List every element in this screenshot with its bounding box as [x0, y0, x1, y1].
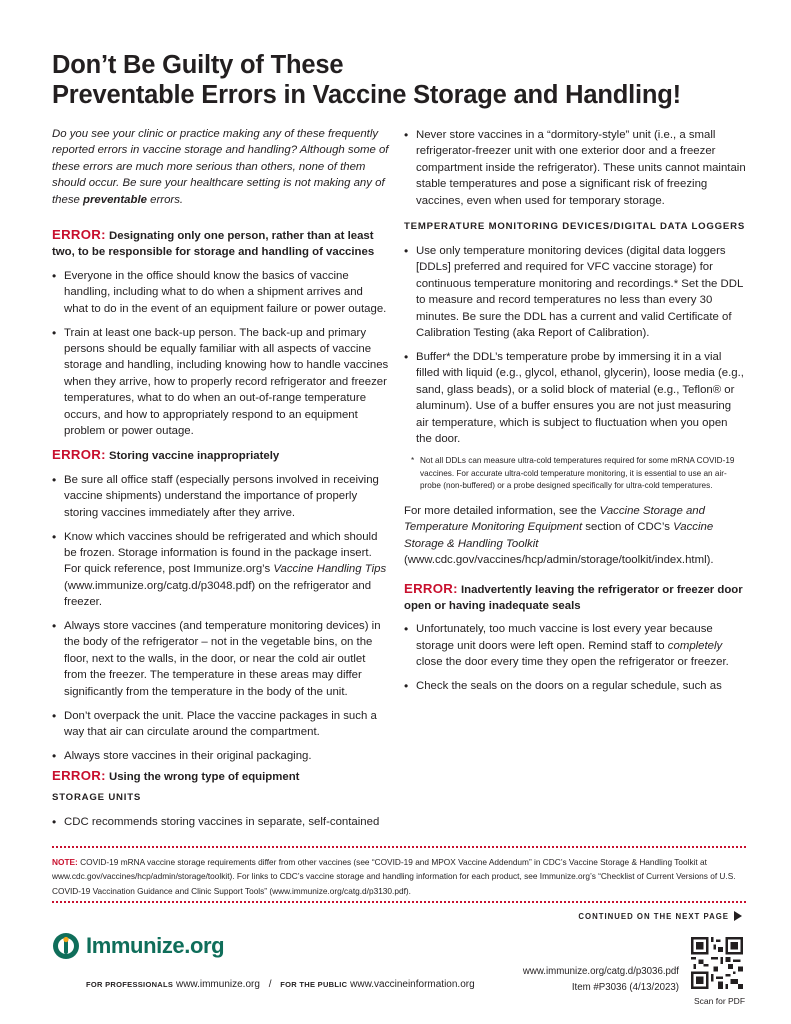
note: NOTE: COVID-19 mRNA vaccine storage requirements differ from other vaccines (see “COVID-19 and MPOX Vaccine Addendum” in CDC’s Vaccine Storage & Handling Toolkit at www.cdc.gov/vaccines/hcp/admin/storage/toolkit). For links to CDC’s vaccine storage and handling information for each product, see Immunize.org’s “Checklist of Current Versions of U.S. COVID-19 Vaccination Guidance and Clinic Support Tools” (www.immunize.org/catg.d/p3130.pdf).	[52, 857, 736, 896]
title-line-1: Don’t Be Guilty of These	[52, 51, 344, 79]
logo-text: Immunize.org	[86, 933, 225, 958]
item-number: Item #P3036 (4/13/2023)	[571, 982, 679, 993]
divider-bottom	[52, 901, 746, 903]
storage-units-subheading: STORAGE UNITS	[52, 791, 142, 803]
dorm-list	[404, 127, 746, 209]
intro-paragraph: Do you see your clinic or practice making any of these frequently reported errors in vaccine storage and handling? Although some of these errors are much more serious than others, none of them should occur. Be sure your healthcare setting is not making any of these preventable errors.	[52, 128, 389, 206]
list-item: • Buffer* the DDL’s temperature probe by immersing it in a vial filled with liquid (e.g., glycol, ethanol, glycerin), loose media (e.g., sand, glass beads), or a solid block of material (e.g., Teflon® or aluminum). Use of a buffer ensures you are not just measuring air temperature, which is subject to fluctuation when you open the door.	[404, 349, 746, 447]
list-item: • Don’t overpack the unit. Place the vaccine packages in such a way that air can circulate around the compartment.	[52, 708, 390, 741]
divider-top	[52, 846, 746, 848]
list-item: • Never store vaccines in a “dormitory-style” unit (i.e., a small refrigerator-freezer unit with one exterior door and a freezer compartment inside the refrigerator). These units cannot maintain stable temperatures and pose a significant risk of freezing vaccines, even when used for temporary storage.	[404, 127, 746, 209]
professionals-link[interactable]: www.immunize.org	[175, 979, 260, 990]
list-item: • Always store vaccines in their original packaging.	[52, 748, 390, 764]
footnote: * Not all DDLs can measure ultra-cold temperatures required for some mRNA COVID-19 vaccines. For accurate ultra-cold temperature monitoring, it is essential to use an air-probe (non-buffered) or a probe designed specifically for ultra-cold temperatures.	[404, 455, 746, 492]
right-column	[404, 117, 746, 703]
list-item: • Be sure all office staff (especially persons involved in receiving vaccine shipments) understand the importance of properly storing vaccines immediately after they arrive.	[52, 472, 390, 521]
list-item: • CDC recommends storing vaccines in separate, self-contained	[52, 814, 390, 830]
public-link[interactable]: www.vaccineinformation.org	[350, 979, 475, 990]
list-item: • Use only temperature monitoring devices (digital data loggers [DDLs] preferred and required for VFC vaccine storage) for continuous temperature monitoring and recordings.* Set the DDL to measure and record temperatures no less than every 30 minutes. Be sure the DDL has a current and valid Certificate of Calibration Testing (aka Report of Calibration).	[404, 243, 746, 341]
error-heading-2: ERROR: Storing vaccine inappropriately	[52, 447, 280, 463]
list-item: • Check the seals on the doors on a regular schedule, such as	[404, 678, 746, 694]
ddl-list	[404, 243, 746, 447]
qr-code-icon[interactable]	[691, 937, 743, 989]
left-column	[52, 126, 390, 838]
list-item: • Train at least one back-up person. The back-up and primary persons should be equally familiar with all aspects of vaccine storage and handling, including knowing how to handle vaccines when they arrive, how to properly record refrigerator and freezer temperatures, what to do when an out-of-range temperature occurs, and how to appropriately respond to an equipment problem or power outage.	[52, 325, 390, 440]
logo-mark-icon	[52, 932, 80, 960]
more-info-paragraph: For more detailed information, see the Vaccine Storage and Temperature Monitoring Equipment section of CDC’s Vaccine Storage & Handling Toolkit (www.cdc.gov/vaccines/hcp/admin/storage/toolkit/index.html).	[404, 505, 714, 567]
list-item: • Always store vaccines (and temperature monitoring devices) in the body of the refrigerator – not in the vegetable bins, on the floor, next to the walls, in the door, or near the cold air outlet from the freezer. The temperature in these areas may differ significantly from the temperature in the body of the unit.	[52, 618, 390, 700]
bottom-links: FOR PROFESSIONALS www.immunize.org / FOR THE PUBLIC www.vaccineinformation.org	[86, 979, 475, 990]
continued-bullet	[404, 0, 746, 117]
error-heading-1: ERROR: Designating only one person, rather than at least two, to be responsible for storage and handling of vaccines	[52, 227, 375, 259]
scan-label: Scan for PDF	[694, 996, 746, 1006]
error-2-list	[52, 472, 390, 765]
error-3-list-start	[52, 814, 390, 830]
pdf-url[interactable]: www.immunize.org/catg.d/p3036.pdf	[522, 966, 679, 977]
triangle-right-icon	[734, 911, 742, 921]
publication-info	[523, 964, 679, 996]
list-item: • Know which vaccines should be refrigerated and which should be frozen. Storage information is found in the package insert. For quick reference, post Immunize.org’s Vaccine Handling Tips (www.immunize.org/catg.d/p3048.pdf) on the refrigerator and freezer.	[52, 529, 390, 611]
error-heading-3: ERROR: Using the wrong type of equipment	[52, 768, 300, 784]
error-heading-4: ERROR: Inadvertently leaving the refrigerator or freezer door open or having inadequate seals	[404, 580, 743, 613]
error-1-list	[52, 268, 390, 440]
immunize-logo	[52, 932, 224, 960]
continued-label: CONTINUED ON THE NEXT PAGE	[578, 911, 742, 921]
list-item: • Everyone in the office should know the basics of vaccine handling, including what to do when a shipment arrives and what to do in the event of an equipment failure or power outage.	[52, 268, 390, 317]
ddl-subheading: TEMPERATURE MONITORING DEVICES/DIGITAL DATA LOGGERS	[404, 221, 746, 233]
error-4-list	[404, 621, 746, 694]
title-line-2: Preventable Errors in Vaccine Storage and Handling!	[52, 81, 681, 109]
list-item: • Unfortunately, too much vaccine is lost every year because storage unit doors were left open. Remind staff to completely close the door every time they open the refrigerator or freezer.	[404, 621, 746, 670]
